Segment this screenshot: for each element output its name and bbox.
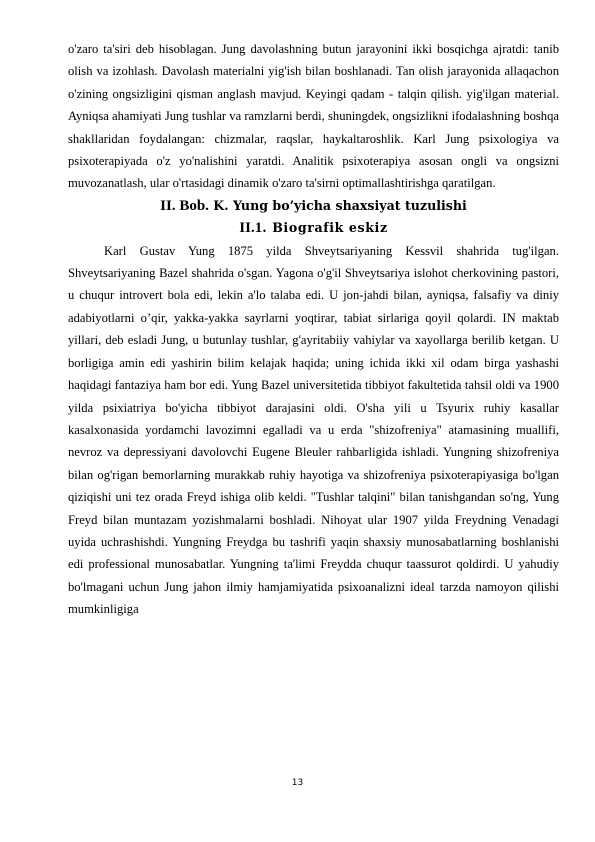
chapter-title: K. Yung bo’yicha shaxsiyat tuzulishi [208, 197, 467, 213]
chapter-number: II. Bob. [160, 197, 209, 214]
section-number: II.1 [239, 220, 263, 237]
chapter-heading [68, 195, 559, 217]
body-paragraph: Karl Gustav Yung 1875 yilda Shveytsariyaning Kessvil shahrida tug'ilgan. Shveytsariyaning Bazel shahrida o'sgan. Yagona o'g'il Shveytsariya islohot cherkovining pastori, u chuqur introvert bola edi, lekin a'lo talaba edi. U jon-jahdi bilan, ayniqsa, falsafiy va diniy adabiyotlarni o’qir, yakka-yakka sayrlarni yoqtirar, tabiat sirlariga qoyil qolardi. IN maktab yillari, deb esladi Jung, u butunlay tushlar, g'ayritabiiy vahiylar va xayollarga berilib ketgan. U borligiga amin edi yashirin bilim kelajak haqida; uning ichida ikki xil odam birga yashashi haqidagi fantaziya ham bor edi. Yung Bazel universitetida tibbiyot fakultetida tahsil oldi va 1900 yilda psixiatriya bo'yicha tibbiyot darajasini oldi. O'sha yili u Tsyurix ruhiy kasallar kasalxonasida yordamchi lavozimni egalladi va u erda "shizofreniya" atamasining muallifi, nevroz va depressiyani davolovchi Eugene Bleuler rahbarligida ishladi. Yungning shizofreniya bilan og'rigan bemorlarning murakkab ruhiy hayotiga va shizofreniya psixoterapiyasiga bo'lgan qiziqishi uni tez orada Freyd ishiga olib keldi. "Tushlar talqini" bilan tanishgandan so'ng, Yung Freyd bilan muntazam yozishmalarni boshladi. Nihoyat ular 1907 yilda Freydning Venadagi uyida uchrashishdi. Yungning Freydga bu tashrifi yaqin shaxsiy munosabatlarning boshlanishi edi professional munosabatlar. Yungning ta'limi Freydda chuqur taassurot qoldirdi. U yahudiy bo'lmagani uchun Jung jahon ilmiy hamjamiyatida psixoanalizni ideal tarzda namoyon qilishi mumkinligiga [68, 243, 559, 617]
section-title: . Biografik eskiz [262, 220, 388, 236]
page-number: 13 [291, 778, 304, 788]
document-page [68, 38, 559, 621]
section-heading [68, 217, 559, 239]
intro-paragraph: o'zaro ta'siri deb hisoblagan. Jung davolashning butun jarayonini ikki bosqichga ajratdi: tanib olish va izohlash. Davolash materialni yig'ish bilan boshlanadi. Tan olish jarayonida allaqachon o'zining ongsizligini qisman anglash mavjud. Keyingi qadam - talqin qilish. yig'ilgan material. Ayniqsa ahamiyati Jung tushlar va ramzlarni berdi, shuningdek, ongsizlikni ifodalashning boshqa shakllaridan foydalangan: chizmalar, raqslar, haykaltaroshlik. Karl Jung psixologiya va psixoterapiyada o'z yo'nalishini yaratdi. Analitik psixoterapiya asosan ongli va ongsizni muvozanatlash, ular o'rtasidagi dinamik o'zaro ta'sirni optimallashtirishga qaratilgan. [68, 42, 559, 191]
